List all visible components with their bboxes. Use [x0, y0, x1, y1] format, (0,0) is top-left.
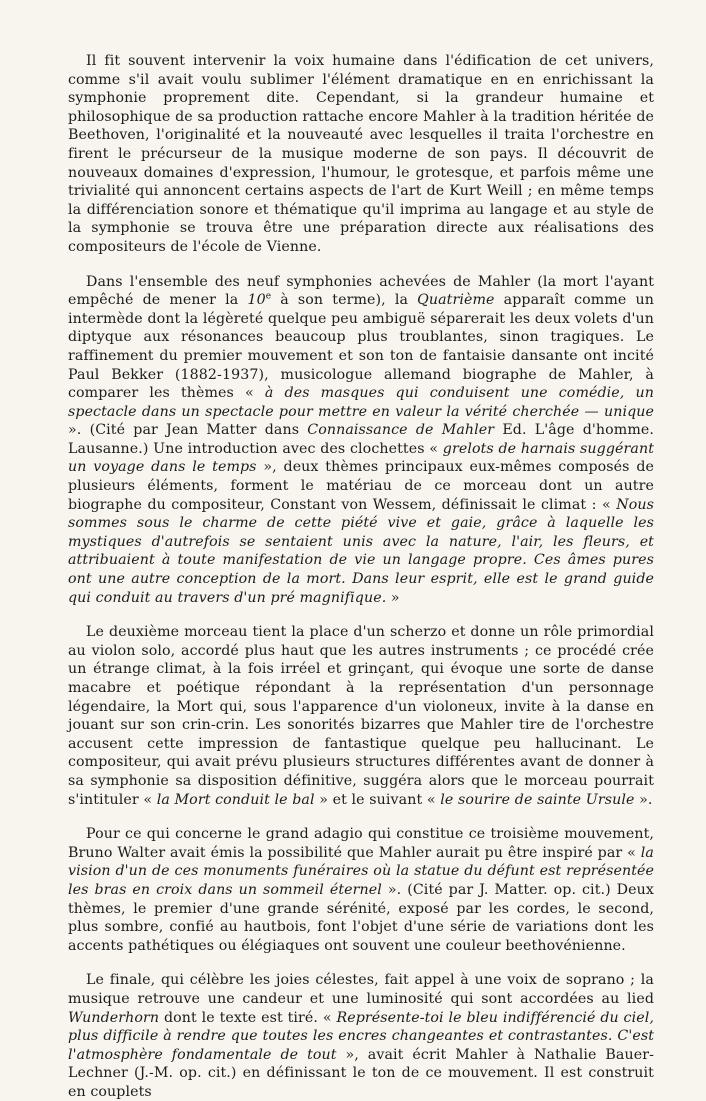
italic-run: 10	[247, 292, 266, 309]
italic-run: la Mort conduit le bal	[156, 791, 315, 808]
text-run: Le finale, qui célèbre les joies célestes, fait appel à une voix de soprano ; la musique retrouve une candeur et une luminosité qui sont accordées au lied	[68, 972, 654, 1007]
text-run: Ed. L'âge d'homme. Lausanne.) Une introduction avec des clochettes «	[68, 422, 655, 457]
text-run: dont le texte est tiré. «	[159, 1009, 337, 1026]
text-run: à son terme), la	[271, 292, 418, 309]
text-run: Il fit souvent intervenir la voix humaine dans l'édification de cet univers, comme s'il avait voulu sublimer l'élément dramatique en en enrichissant la symphonie proprement dite. Cependant, si la grandeur humaine et philosophique de sa production rattache encore Mahler à la tradition héritée de Beethoven, l'originalité et la nouveauté avec lesquelles il traita l'orchestre en firent le précurseur de la musique moderne de son pays. Il découvrit de nouveaux domaines d'expression, l'humour, le grotesque, et parfois même une trivialité qui annoncent certains aspects de l'art de Kurt Weill ; en même temps la différenciation sonore et thématique qu'il imprima au langage et au style de la symphonie se trouva être une préparation directe aux réalisations des compositeurs de l'école de Vienne.	[68, 53, 654, 255]
paragraph-second-movement	[68, 623, 654, 809]
text-run: Pour ce qui concerne le grand adagio qui constitue ce troisième mouvement, Bruno Walter avait émis la possibilité que Mahler aurait pu être inspiré par «	[68, 826, 654, 861]
italic-run: Nous sommes sous le charme de cette piété vive et gaie, grâce à laquelle les mystiques d'autrefois se sentaient unis avec la nature, l'air, les fleurs, et attribuaient à toute manifestation de vie un langage propre. Ces âmes pures ont une autre conception de la mort. Dans leur esprit, elle est le grand guide qui conduit au travers d'un pré magnifique.	[68, 496, 654, 606]
italic-run: Wunderhorn	[68, 1009, 160, 1026]
text-run: Dans l'ensemble des neuf symphonies achevées de Mahler (la mort l'ayant empêché de mener la	[68, 273, 654, 309]
text-run: ». (Cité par Jean Matter dans	[68, 422, 308, 439]
italic-run: à des masques qui conduisent une comédie, un spectacle dans un spectacle pour mettre en valeur la vérité cherchée — unique	[68, 385, 654, 420]
paragraph-fourth-symphony	[68, 273, 654, 608]
text-run: », avait écrit Mahler à Nathalie Bauer-Lechner (J.-M. op. cit.) en définissant le ton de ce mouvement. Il est construit en couplets	[68, 1046, 654, 1100]
text-run: ».	[634, 791, 653, 808]
paragraph-finale	[68, 971, 654, 1101]
italic-run: la vision d'un de ces monuments funéraires où la statue du défunt est représentée les bras en croix dans un sommeil éternel	[68, 844, 654, 898]
italic-run: Quatrième	[417, 292, 495, 309]
italic-run: Connaissance de Mahler	[307, 422, 495, 439]
text-run: » et le suivant «	[314, 791, 441, 808]
paragraph-intro	[68, 52, 654, 257]
text-run: ». (Cité par J. Matter. op. cit.) Deux thèmes, le premier d'une grande sérénité, exposé par les cordes, le second, plus sombre, confié au hautbois, font l'objet d'une série de variations dont les accents pathétiques ou élégiaques ont souvent une couleur beethovénienne.	[68, 881, 654, 954]
text-run: apparaît comme un intermède dont la légèreté quelque peu ambiguë séparerait les deux volets d'un diptyque aux résonances beaucoup plus troublantes, sinon tragiques. Le raffinement du premier mouvement et son ton de fantaisie dansante ont incité Paul Bekker (1882-1937), musicologue allemand biographe de Mahler, à comparer les thèmes «	[68, 292, 654, 402]
italic-run: le sourire de sainte Ursule	[440, 791, 635, 808]
paragraph-adagio	[68, 825, 654, 955]
superscript-run: e	[265, 291, 272, 302]
italic-run: grelots de harnais suggérant un voyage dans le temps	[68, 440, 655, 476]
italic-run: Représente-toi le bleu indifférencié du ciel, plus difficile à rendre que toutes les encres changeantes et contrastantes. C'est l'atmosphère fondamentale de tout	[68, 1009, 654, 1063]
text-run: »	[386, 589, 400, 606]
text-run: Le deuxième morceau tient la place d'un scherzo et donne un rôle primordial au violon solo, accordé plus haut que les autres instruments ; ce procédé crée un étrange climat, à la fois irréel et grinçant, qui évoque une sorte de danse macabre et poétique répondant à la représentation d'un personnage légendaire, la Mort qui, sous l'apparence d'un violoneux, invite à la danse en jouant sur son crin-crin. Les sonorités bizarres que Mahler tire de l'orchestre accusent cette impression de fantastique quelque peu hallucinant. Le compositeur, qui avait prévu plusieurs structures différentes avant de donner à sa symphonie sa disposition définitive, suggéra alors que le morceau pourrait s'intituler «	[68, 624, 654, 808]
text-run: », deux thèmes principaux eux-mêmes composés de plusieurs éléments, forment le matériau de ce morceau dont un autre biographe du compositeur, Constant von Wessem, définissait le climat : «	[68, 459, 654, 513]
